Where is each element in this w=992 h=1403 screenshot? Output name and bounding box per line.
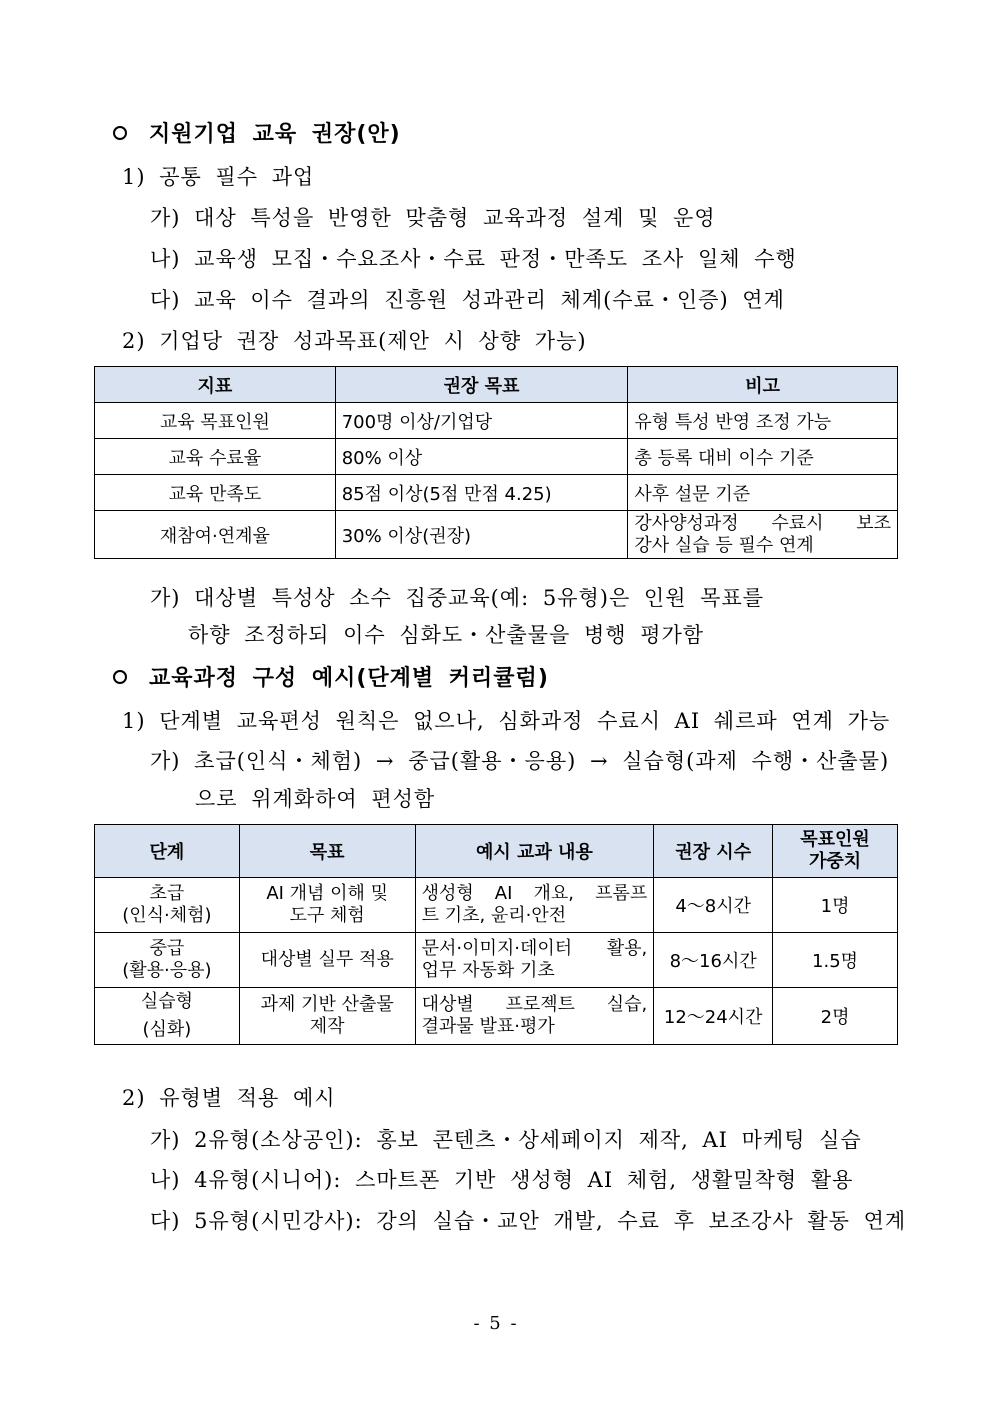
weight-cell: 2명 <box>773 988 898 1045</box>
table-row <box>95 403 898 439</box>
stage-cell <box>95 988 240 1045</box>
section-2-heading <box>113 661 549 692</box>
goal-cell <box>239 878 415 933</box>
page-number: - 5 - <box>473 1313 519 1334</box>
column-header: 권장 목표 <box>335 367 628 403</box>
section-2-item-2: 2) 유형별 적용 예시 <box>122 1086 336 1110</box>
curriculum-table <box>94 824 898 1045</box>
section-2-item-1a-line-2: 으로 위계화하여 편성함 <box>195 787 436 811</box>
section-2-item-1: 1) 단계별 교육편성 원칙은 없으나, 심화과정 수료시 AI 쉐르파 연계 가능 <box>122 709 891 733</box>
table-header-row <box>95 367 898 403</box>
content-line: 결과물 발표·평가 <box>421 1016 555 1037</box>
note-line: 강사 실습 등 필수 연계 <box>634 534 814 556</box>
header-line: 가중치 <box>808 851 862 872</box>
metric-cell: 교육 만족도 <box>95 475 336 511</box>
content-cell <box>415 878 654 933</box>
note-line: 강사양성과정 수료시 보조 <box>634 512 891 534</box>
column-header <box>773 825 898 878</box>
weight-cell: 1.5명 <box>773 933 898 988</box>
goal-line: 과제 기반 산출물 <box>260 994 394 1015</box>
bullet-circle-icon <box>113 126 127 140</box>
table-row <box>95 511 898 559</box>
goal-line: 제작 <box>309 1016 345 1037</box>
content-cell <box>415 933 654 988</box>
table-row <box>95 933 898 988</box>
section-1-heading <box>113 117 401 148</box>
stage-desc: (심화) <box>142 1019 192 1040</box>
goal-cell <box>239 988 415 1045</box>
column-header: 목표 <box>239 825 415 878</box>
column-header: 비고 <box>628 367 898 403</box>
table-row <box>95 475 898 511</box>
section-2-item-2b: 나) 4유형(시니어): 스마트폰 기반 생성형 AI 체험, 생활밀착형 활용 <box>150 1168 854 1192</box>
section-1-item-1b: 나) 교육생 모집・수요조사・수료 판정・만족도 조사 일체 수행 <box>150 247 797 271</box>
content-line: 생성형 AI 개요, 프롬프 <box>421 883 648 904</box>
stage-name: 실습형 <box>140 991 193 1012</box>
target-cell: 30% 이상(권장) <box>335 511 628 559</box>
section-1-item-1: 1) 공통 필수 과업 <box>122 165 315 189</box>
metric-cell: 교육 수료율 <box>95 439 336 475</box>
section-2-item-2a: 가) 2유형(소상공인): 홍보 콘텐츠・상세페이지 제작, AI 마케팅 실습 <box>150 1128 862 1152</box>
stage-cell <box>95 878 240 933</box>
note-cell: 유형 특성 반영 조정 가능 <box>628 403 898 439</box>
content-line: 트 기초, 윤리·안전 <box>421 905 567 926</box>
content-line: 업무 자동화 기초 <box>421 960 555 981</box>
stage-name: 중급 <box>149 938 185 959</box>
content-line: 문서·이미지·데이터 활용, <box>421 938 648 959</box>
note-cell <box>628 511 898 559</box>
section-2-title: 교육과정 구성 예시(단계별 커리큘럼) <box>149 666 549 691</box>
performance-target-table <box>94 366 898 559</box>
section-2-item-1a-line-1: 가) 초급(인식・체험) → 중급(활용・응용) → 실습형(과제 수행・산출물) <box>150 749 890 773</box>
goal-line: AI 개념 이해 및 <box>266 883 389 904</box>
section-2-item-2c: 다) 5유형(시민강사): 강의 실습・교안 개발, 수료 후 보조강사 활동 연계 <box>150 1209 907 1233</box>
stage-name: 초급 <box>149 883 185 904</box>
column-header: 지표 <box>95 367 336 403</box>
stage-desc: (활용·응용) <box>122 960 212 981</box>
target-cell: 700명 이상/기업당 <box>335 403 628 439</box>
hours-cell: 8～16시간 <box>654 933 773 988</box>
column-header: 예시 교과 내용 <box>415 825 654 878</box>
section-1-note-line-2: 하향 조정하되 이수 심화도・산출물을 병행 평가함 <box>188 623 705 647</box>
bullet-circle-icon <box>113 670 127 684</box>
note-cell: 사후 설문 기준 <box>628 475 898 511</box>
section-1-note-line-1: 가) 대상별 특성상 소수 집중교육(예: 5유형)은 인원 목표를 <box>150 586 765 610</box>
hours-cell: 4～8시간 <box>654 878 773 933</box>
metric-cell: 재참여·연계율 <box>95 511 336 559</box>
section-1-item-1c: 다) 교육 이수 결과의 진흥원 성과관리 체계(수료・인증) 연계 <box>150 288 785 312</box>
content-cell <box>415 988 654 1045</box>
stage-cell <box>95 933 240 988</box>
table-row <box>95 988 898 1045</box>
hours-cell: 12～24시간 <box>654 988 773 1045</box>
content-line: 대상별 프로젝트 실습, <box>421 994 648 1015</box>
goal-cell <box>239 933 415 988</box>
table-row <box>95 878 898 933</box>
header-line: 목표인원 <box>800 829 870 850</box>
table-header-row <box>95 825 898 878</box>
section-1-item-1a: 가) 대상 특성을 반영한 맞춤형 교육과정 설계 및 운영 <box>150 206 716 230</box>
note-cell: 총 등록 대비 이수 기준 <box>628 439 898 475</box>
target-cell: 85점 이상(5점 만점 4.25) <box>335 475 628 511</box>
section-1-title: 지원기업 교육 권장(안) <box>149 122 401 147</box>
goal-line: 대상별 실무 적용 <box>260 949 394 970</box>
target-cell: 80% 이상 <box>335 439 628 475</box>
column-header: 권장 시수 <box>654 825 773 878</box>
goal-line: 도구 체험 <box>289 905 365 926</box>
metric-cell: 교육 목표인원 <box>95 403 336 439</box>
column-header: 단계 <box>95 825 240 878</box>
weight-cell: 1명 <box>773 878 898 933</box>
stage-desc: (인식·체험) <box>122 905 212 926</box>
table-row <box>95 439 898 475</box>
section-1-item-2: 2) 기업당 권장 성과목표(제안 시 상향 가능) <box>122 329 587 353</box>
